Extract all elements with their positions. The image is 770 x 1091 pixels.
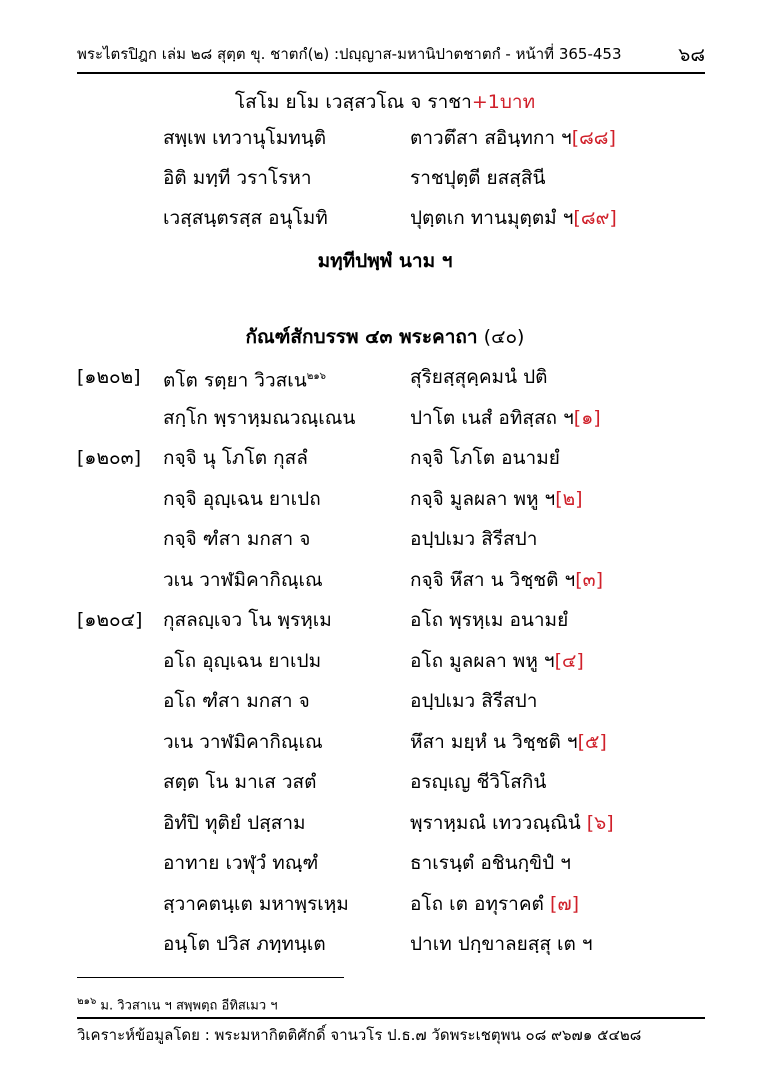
verse-right-text: กจฺจิ โภโต อนามยํ: [410, 447, 560, 469]
verse-left-text: อิติ มทฺที วราโรหา: [163, 167, 312, 189]
verse-left-text: วเน วาฬมิคากิณฺเณ: [163, 568, 323, 591]
verse-left-text: สพฺเพ เทวานุโมทนฺติ: [163, 127, 327, 149]
verse-left-text: ตโต รตฺยา วิวสเน: [163, 369, 307, 392]
verse-left-text: เวสฺสนฺตรสฺส อนุโมทิ: [163, 207, 328, 229]
verse-right-text: กจฺจิ หึสา น วิชฺชติ ฯ: [410, 568, 576, 591]
verse-left-text: อนฺโต ปวิส ภทฺทนฺเต: [163, 933, 326, 955]
verse-right-text: ปาโต เนสํ อทิสฺสถ ฯ: [410, 406, 574, 429]
verse-left-text: สฺวาคตนฺเต มหาพฺรเหฺม: [163, 892, 349, 915]
chapter-heading: [0, 324, 770, 350]
verse-right: [410, 769, 546, 795]
verse-right: [410, 405, 601, 431]
verse-right: [410, 850, 571, 876]
verse-right: [410, 688, 537, 714]
verse-left-text: สตฺต โน มาเส วสตํ: [163, 771, 317, 793]
verse-right-text: ปุตฺตเก ทานมุตฺตมํ ฯ: [410, 207, 574, 229]
opening-line: [0, 89, 770, 115]
verse-left: [163, 165, 312, 191]
verse-left-text: อโถ ฑํสา มกสา จ: [163, 690, 310, 712]
chapter-title: กัณฑ์สักบรรพ ๔๓ พระคาถา: [245, 326, 478, 348]
verse-mark: [๕]: [577, 730, 607, 753]
verse-left: [163, 729, 323, 755]
verse-left-text: อาทาย เวฬุวํ ทณฺฑํ: [163, 852, 319, 874]
verse-mark: [๓]: [575, 568, 604, 591]
verse-mark: [๔]: [554, 649, 584, 672]
verse-mark: [๘๘]: [571, 127, 616, 149]
verse-right-text: ราชปุตฺตี ยสสฺสินี: [410, 167, 546, 189]
verse-right: [410, 607, 568, 633]
verse-left: [163, 567, 323, 593]
verse-mark: [๑]: [573, 406, 601, 429]
verse-right-text: ตาวตึสา สอินฺทกา ฯ: [410, 127, 572, 149]
verse-right-text: พฺราหฺมณํ เทววณฺณินํ: [410, 811, 587, 834]
verse-left-text: อิทํปิ ทุติยํ ปสฺสาม: [163, 811, 306, 834]
verse-right: [410, 486, 583, 512]
verse-left: [163, 486, 321, 512]
verse-right: [410, 891, 579, 917]
verse-left: [163, 648, 321, 674]
verse-right: [410, 567, 603, 593]
header-divider: [77, 72, 705, 74]
verse-left-text: กจฺจิ นุ โภโต กุสลํ: [163, 447, 308, 469]
verse-right-text: กจฺจิ มูลผลา พหู ฯ: [410, 487, 556, 510]
verse-right-text: ธาเรนฺตํ อชินกฺขิปํ ฯ: [410, 852, 571, 874]
verse-left: [163, 769, 316, 795]
verse-left: [163, 931, 326, 957]
verse-left: [163, 205, 328, 231]
verse-left-text: กจฺจิ อุญฺเฉน ยาเปถ: [163, 487, 321, 510]
verse-mark: [๒]: [555, 487, 583, 510]
verse-right: [410, 445, 560, 471]
verse-number: [๑๒๐๒]: [77, 366, 141, 388]
verse-right-text: อโถ พฺรหฺเม อนามยํ: [410, 609, 569, 631]
verse-right: [410, 364, 548, 390]
opening-text: โสโม ยโม เวสฺสวโณ จ ราชา: [234, 91, 472, 113]
verse-left: [163, 405, 355, 431]
verse-left: [163, 607, 332, 633]
verse-left: [163, 688, 310, 714]
footer-divider: [77, 1017, 705, 1019]
verse-right-text: อโถ มูลผลา พหู ฯ: [410, 649, 555, 672]
verse-left: [163, 526, 310, 552]
footnote-ref: ๒๑๖: [306, 371, 327, 382]
verse-right: [410, 165, 545, 191]
verse-right-text: อปฺปเมว สิรีสปา: [410, 690, 538, 712]
verse-right: [410, 526, 537, 552]
verse-right-text: หึสา มยฺหํ น วิชฺชติ ฯ: [410, 730, 578, 753]
footnote-marker: ๒๑๖: [77, 996, 97, 1007]
verse-left: [163, 445, 308, 471]
verse-left-text: สกฺโก พฺราหฺมณวณฺเณน: [163, 406, 356, 429]
verse-right: [410, 125, 616, 151]
verse-left: [163, 810, 306, 836]
footnote: [77, 994, 278, 1015]
header-title: พระไตรปิฎก เล่ม ๒๘ สุตฺต ขุ. ชาตกํ(๒) :ปญฺญาส-มหานิปาตชาตกํ - หน้าที่ 365-453: [77, 45, 622, 63]
footnote-text: ม. วิวสาเน ฯ สพฺพตฺถ อีทิสเมว ฯ: [96, 998, 278, 1014]
verse-left: [163, 891, 349, 917]
chapter-count: (๔๐): [483, 326, 525, 348]
verse-mark: [๖]: [586, 811, 614, 834]
verse-mark: [๘๙]: [573, 207, 617, 229]
section-end-title: มทฺทีปพฺพํ นาม ฯ: [317, 250, 453, 272]
verse-right-text: ปาเท ปกฺขาลยสฺสุ เต ฯ: [410, 933, 593, 955]
verse-left-text: กุสลญฺเจว โน พฺรหฺเม: [163, 609, 332, 631]
verse-right-text: สุริยสฺสุคฺคมนํ ปติ: [410, 366, 548, 388]
verse-mark: [๗]: [549, 892, 580, 915]
page-header: [77, 36, 705, 70]
verse-right: [410, 648, 584, 674]
opening-tag: +1บาท: [471, 91, 536, 113]
verse-number: [๑๒๐๔]: [77, 609, 143, 631]
verse-right: [410, 205, 617, 231]
footnote-divider: [77, 977, 344, 978]
verse-right: [410, 931, 593, 957]
verse-left-text: กจฺจิ ฑํสา มกสา จ: [163, 528, 311, 550]
verse-number: [๑๒๐๓]: [77, 447, 141, 469]
page-footer: วิเคราะห์ข้อมูลโดย : พระมหากิตติศักดิ์ จานวโร ป.ธ.๗ วัดพระเชตุพน ๐๘ ๙๖๗๑ ๕๔๒๘: [77, 1026, 642, 1044]
verse-left-text: อโถ อุญฺเฉน ยาเปม: [163, 649, 322, 672]
verse-right-text: อปฺปเมว สิรีสปา: [410, 528, 538, 550]
page-number: ๖๘: [678, 44, 705, 66]
verse-right: [410, 810, 614, 836]
verse-left-text: วเน วาฬมิคากิณฺเณ: [163, 730, 323, 753]
verse-right-text: อโถ เต อทุราคตํ: [410, 892, 550, 915]
verse-right: [410, 729, 607, 755]
verse-left: [163, 364, 326, 393]
verse-left: [163, 125, 326, 151]
verse-right-text: อรญฺเญ ชีวิโสกินํ: [410, 771, 547, 793]
verse-left: [163, 850, 318, 876]
